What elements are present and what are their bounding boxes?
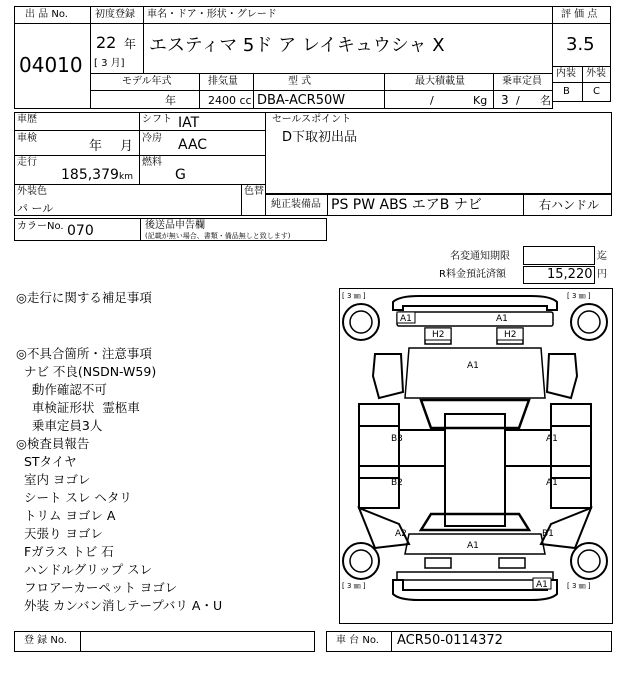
capacity-slash: / xyxy=(516,94,520,107)
mark-a1-side-right: A1 xyxy=(546,434,558,444)
capacity-label: 乗車定員 xyxy=(502,76,542,87)
shift-label: シフト xyxy=(142,114,172,125)
tire-depth-tl: [ 3 ㎜ ] xyxy=(342,292,366,300)
note-line: ◎不具合箇所・注意事項 xyxy=(16,346,152,361)
mark-a1-rear-bumper: A1 xyxy=(536,580,548,590)
interior-label: 内装 xyxy=(556,68,576,79)
mark-h2-left: H2 xyxy=(432,330,445,340)
front-bumper xyxy=(393,296,557,310)
chassis-value: ACR50-0114372 xyxy=(397,633,503,648)
max-load-label: 最大積載量 xyxy=(415,76,465,87)
note-line: 天張り ヨゴレ xyxy=(16,526,103,541)
inspection-year: 年 xyxy=(89,139,103,154)
first-registration-label: 初度登録 xyxy=(95,9,135,20)
ac-value: AAC xyxy=(178,137,208,153)
car-name: エスティマ 5ド ア レイキュウシャ X xyxy=(149,35,445,56)
recycle-value: 15,220 xyxy=(547,267,593,282)
year-unit: 年 xyxy=(124,37,137,51)
lot-number: 04010 xyxy=(19,53,83,77)
mark-a1-side-right2: A1 xyxy=(546,478,558,488)
exterior-label: 外装 xyxy=(586,68,606,79)
displacement-value: 2400 cc xyxy=(208,94,252,107)
type-label: 型 式 xyxy=(288,76,312,87)
color-no-label: カラーNo. xyxy=(17,221,64,232)
aftermarket-label: 後送品申告欄 xyxy=(145,220,205,231)
inspection-month: 月 xyxy=(120,139,134,154)
model-year-label: モデル年式 xyxy=(122,76,172,87)
registration-label: 登 録 No. xyxy=(24,635,67,646)
details-box-left xyxy=(14,112,266,216)
sales-point-value: D下取初出品 xyxy=(282,130,358,145)
max-load-slash: / xyxy=(430,94,434,107)
exterior-color-value: パ ール xyxy=(17,202,54,215)
fuel-label: 燃料 xyxy=(142,157,162,168)
first-registration-year: 22 xyxy=(96,33,117,52)
note-line: ハンドルグリップ スレ xyxy=(16,562,153,577)
rear-bumper xyxy=(393,580,557,600)
exterior-grade: C xyxy=(593,86,600,97)
tire-rear-right xyxy=(571,543,607,579)
color-no-value: 070 xyxy=(67,223,94,239)
mark-a1-front-right: A1 xyxy=(496,314,508,324)
exterior-color-label: 外装色 xyxy=(17,186,47,197)
model-year-unit: 年 xyxy=(165,94,176,107)
color-change-label: 色替 xyxy=(244,186,264,197)
mark-h2-right: H2 xyxy=(504,330,517,340)
recycle-unit: 円 xyxy=(597,269,607,280)
mark-a1-rear: A1 xyxy=(467,541,479,551)
car-name-label: 車名・ドア・形状・グレード xyxy=(147,9,277,20)
first-registration-month: [ 3 月] xyxy=(94,58,125,69)
mark-b1: B1 xyxy=(542,529,554,539)
mark-b3: B3 xyxy=(391,434,403,444)
capacity-unit: 名 xyxy=(540,94,551,107)
steering-value: 右ハンドル xyxy=(539,198,600,212)
fuel-value: G xyxy=(175,167,186,183)
score-label: 評 価 点 xyxy=(561,9,598,20)
note-line: 車検証形状 霊柩車 xyxy=(16,400,140,415)
shift-value: IAT xyxy=(178,115,200,131)
displacement-label: 排気量 xyxy=(208,76,238,87)
inspection-notes xyxy=(16,345,222,615)
tire-depth-tr: [ 3 ㎜ ] xyxy=(567,292,591,300)
max-load-unit: Kg xyxy=(473,94,488,107)
mileage-value: 185,379 xyxy=(61,167,119,183)
tire-depth-bl: [ 3 ㎜ ] xyxy=(342,582,366,590)
mark-b2: B2 xyxy=(391,478,403,488)
roof xyxy=(445,414,505,526)
tire-front-right xyxy=(571,304,607,340)
note-line: STタイヤ xyxy=(16,454,77,469)
interior-grade: B xyxy=(563,86,570,97)
recycle-label: R料金預託済額 xyxy=(439,269,506,280)
body-right-side xyxy=(551,404,591,508)
mark-a1-hood: A1 xyxy=(467,361,479,371)
damage-marks xyxy=(391,312,558,590)
body-left-side xyxy=(359,404,399,508)
note-line: トリム ヨゴレ A xyxy=(16,508,116,523)
note-line: 乗車定員3人 xyxy=(16,418,103,433)
tire-depth-br: [ 3 ㎜ ] xyxy=(567,582,591,590)
capacity-value: 3 xyxy=(501,93,509,107)
damage-diagram xyxy=(339,288,613,624)
rear-window xyxy=(421,514,529,530)
tire-front-left xyxy=(343,304,379,340)
name-change-unit: 迄 xyxy=(597,251,607,262)
name-change-field xyxy=(523,246,595,265)
tire-rear-left xyxy=(343,543,379,579)
hood xyxy=(405,348,545,398)
equipment-value: PS PW ABS エアB ナビ xyxy=(331,197,482,213)
type-value: DBA-ACR50W xyxy=(257,93,346,108)
mark-a2: A2 xyxy=(395,529,407,539)
name-change-label: 名変通知期限 xyxy=(450,251,510,262)
chassis-label: 車 台 No. xyxy=(336,635,379,646)
note-line: フロアーカーペット ヨゴレ xyxy=(16,580,178,595)
score-value: 3.5 xyxy=(566,34,595,55)
note-line: ◎検査員報告 xyxy=(16,436,90,451)
inspection-label: 車検 xyxy=(17,133,37,144)
lot-number-label: 出 品 No. xyxy=(25,9,68,20)
history-label: 車歴 xyxy=(17,114,37,125)
sales-point-label: セールスポイント xyxy=(272,114,352,125)
ac-label: 冷房 xyxy=(142,133,162,144)
note-line: 動作確認不可 xyxy=(16,382,107,397)
note-line: シート スレ ヘタリ xyxy=(16,490,132,505)
note-line: 外装 カンバン消しテープバリ A・U xyxy=(16,598,223,613)
aftermarket-note: (記載が無い場合、書類・備品無しと致します) xyxy=(145,232,291,240)
note-line: 室内 ヨゴレ xyxy=(16,472,91,487)
equipment-label: 純正装備品 xyxy=(271,199,321,210)
note-line: ナビ 不良(NSDN-W59) xyxy=(16,364,157,379)
mileage-label: 走行 xyxy=(17,157,37,168)
note-line: Fガラス トビ 石 xyxy=(16,544,114,559)
mark-a1-front-left: A1 xyxy=(400,314,412,324)
mileage-unit: km xyxy=(119,172,133,182)
supplement-title: ◎走行に関する補足事項 xyxy=(16,290,152,305)
